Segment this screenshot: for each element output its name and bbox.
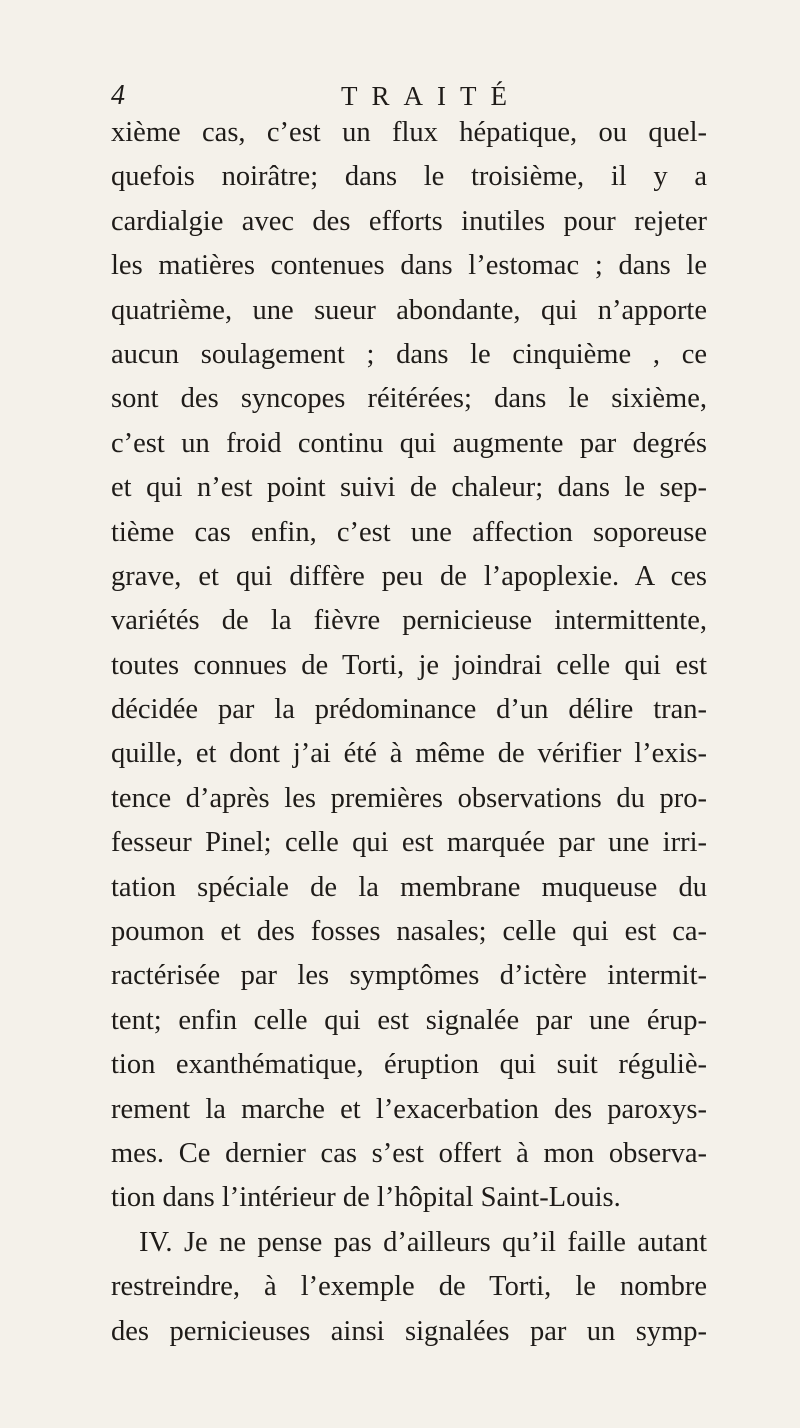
text-line: ractérisée par les symptômes d’ictère intermit-: [111, 960, 707, 992]
text-line: tion dans l’intérieur de l’hôpital Saint-Louis.: [111, 1182, 621, 1214]
text-line: quatrième, une sueur abondante, qui n’apporte: [111, 294, 707, 326]
text-line: tion exanthématique, éruption qui suit réguliè-: [111, 1049, 707, 1081]
text-line: toutes connues de Torti, je joindrai celle qui est: [111, 649, 707, 681]
running-head: [111, 76, 701, 116]
text-line: rement la marche et l’exacerbation des paroxys-: [111, 1093, 707, 1125]
text-line: mes. Ce dernier cas s’est offert à mon observa-: [111, 1137, 707, 1169]
text-line: variétés de la fièvre pernicieuse intermittente,: [111, 605, 707, 637]
text-line: sont des syncopes réitérées; dans le sixième,: [111, 383, 707, 415]
text-line: xième cas, c’est un flux hépatique, ou quel-: [111, 117, 707, 148]
text-line: aucun soulagement ; dans le cinquième , ce: [111, 338, 707, 370]
text-line: et qui n’est point suivi de chaleur; dans le sep-: [111, 472, 707, 504]
text-line: décidée par la prédominance d’un délire tran-: [111, 694, 707, 726]
text-line: grave, et qui diffère peu de l’apoplexie. A ces: [111, 560, 707, 592]
text-line: tence d’après les premières observations du pro-: [111, 782, 707, 814]
text-line: tième cas enfin, c’est une affection soporeuse: [111, 516, 707, 548]
text-line: tent; enfin celle qui est signalée par une érup-: [111, 1004, 707, 1036]
text-line: les matières contenues dans l’estomac ; dans le: [111, 250, 707, 282]
text-line: tation spéciale de la membrane muqueuse du: [111, 871, 707, 903]
text-line: c’est un froid continu qui augmente par degrés: [111, 427, 707, 459]
running-title: TRAITÉ: [341, 81, 521, 111]
text-line: fesseur Pinel; celle qui est marquée par une irri-: [111, 827, 707, 859]
text-line: poumon et des fosses nasales; celle qui est ca-: [111, 916, 707, 948]
text-line: quefois noirâtre; dans le troisième, il y a: [111, 161, 707, 193]
text-line: restreindre, à l’exemple de Torti, le nombre: [111, 1271, 707, 1303]
text-line: quille, et dont j’ai été à même de vérifier l’exis-: [111, 738, 707, 770]
text-line: des pernicieuses ainsi signalées par un symp-: [111, 1315, 707, 1347]
body-text: [111, 111, 707, 1354]
text-line: cardialgie avec des efforts inutiles pour rejeter: [111, 205, 707, 237]
text-line: IV. Je ne pense pas d’ailleurs qu’il faille autant: [139, 1226, 707, 1258]
page-number: 4: [111, 80, 125, 111]
